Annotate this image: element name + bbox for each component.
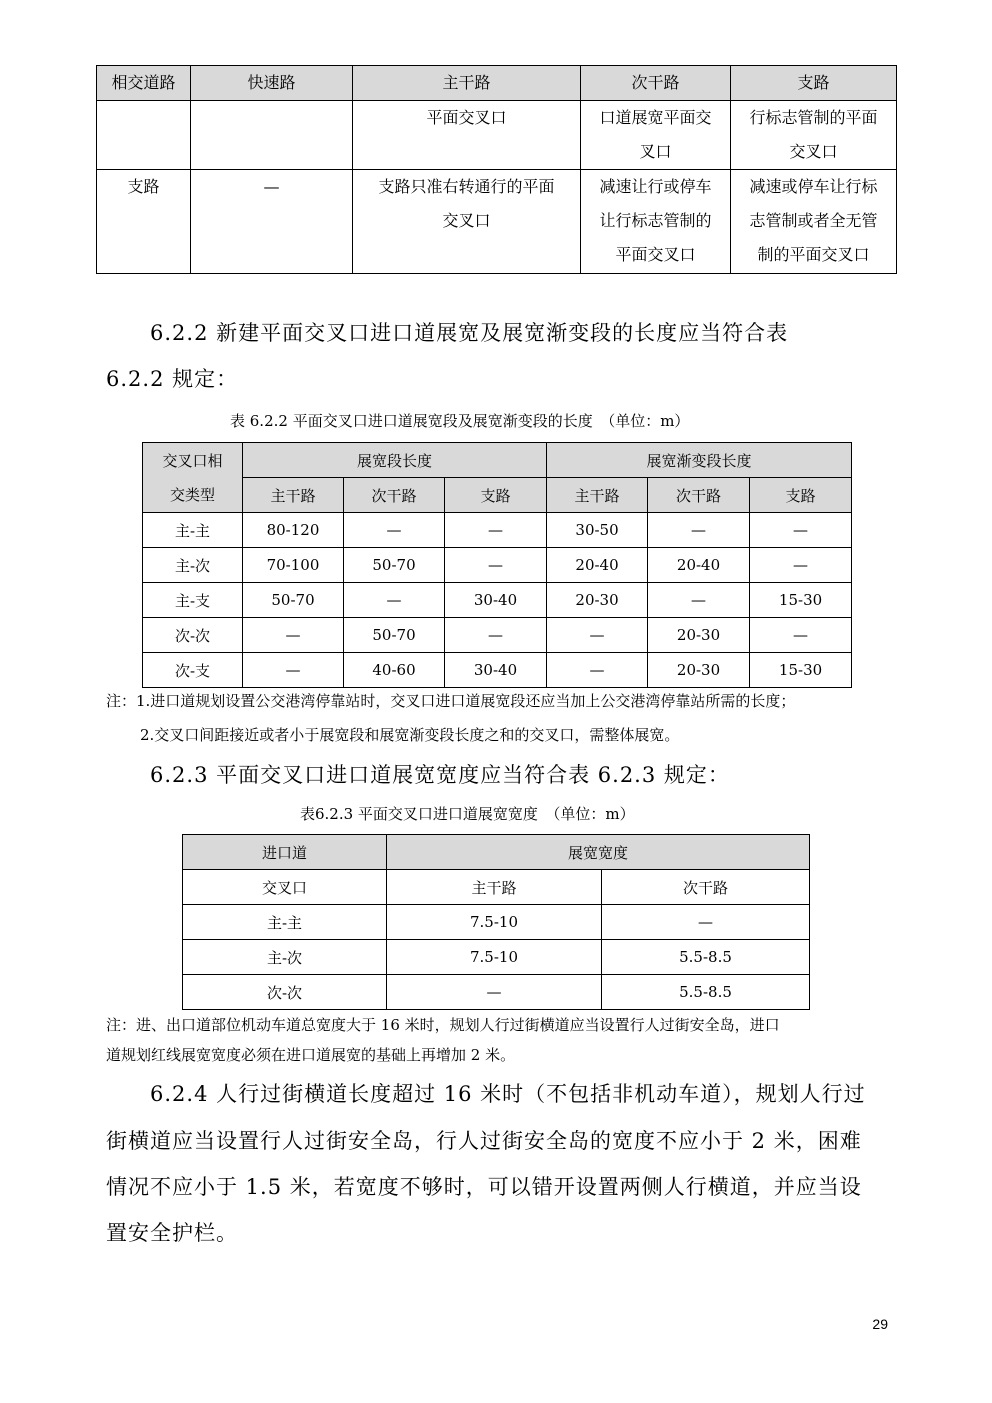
table-cell: — [602, 905, 810, 940]
table-cell [731, 101, 897, 170]
table-cell: 支路 [97, 170, 191, 274]
header-cell: 交叉口相 [143, 443, 243, 478]
cell-line: 平面交叉口 [426, 108, 507, 127]
widening-width-table [182, 834, 810, 1010]
table-cell: — [648, 513, 750, 548]
table-cell: 7.5-10 [387, 905, 602, 940]
table-cell: 主干路 [387, 870, 602, 905]
table-cell: — [648, 583, 750, 618]
table-cell: 20-30 [648, 653, 750, 688]
table-cell [191, 170, 353, 274]
header-cell: 次干路 [344, 478, 445, 513]
header-cell: 支路 [731, 66, 897, 101]
table-cell: 30-40 [445, 583, 547, 618]
section-paragraph-line: 街横道应当设置行人过街安全岛，行人过街安全岛的宽度不应小于 2 米，困难 [106, 1129, 862, 1153]
table-cell: 20-40 [648, 548, 750, 583]
table-cell: 次-支 [143, 653, 243, 688]
header-cell: 支路 [750, 478, 852, 513]
cell-line: 叉口 [639, 142, 672, 161]
table-cell: 5.5-8.5 [602, 940, 810, 975]
table-cell: 20-30 [648, 618, 750, 653]
table-cell: 20-40 [547, 548, 648, 583]
table-note: 2.交叉口间距接近或者小于展宽段和展宽渐变段长度之和的交叉口，需整体展宽。 [140, 726, 680, 744]
section-paragraph-line: 置安全护栏。 [106, 1221, 238, 1245]
table-row [143, 548, 852, 583]
page-number: 29 [872, 1316, 888, 1332]
widening-length-table [142, 442, 852, 688]
table-caption: 表6.2.3 平面交叉口进口道展宽宽度 （单位：m） [300, 805, 635, 823]
table-cell: — [387, 975, 602, 1010]
header-cell: 相交道路 [97, 66, 191, 101]
header-cell: 主干路 [243, 478, 344, 513]
cell-line: 行标志管制的平面 [749, 108, 878, 127]
table-row [183, 940, 810, 975]
table-cell: — [445, 548, 547, 583]
table-cell: 80-120 [243, 513, 344, 548]
table-cell: 主-次 [143, 548, 243, 583]
table-cell: 主-次 [183, 940, 387, 975]
table-row [183, 905, 810, 940]
cell-line: 交叉口 [789, 142, 838, 161]
header-cell: 主干路 [547, 478, 648, 513]
table-cell: — [243, 618, 344, 653]
table-row [97, 101, 897, 170]
table-cell: 次干路 [602, 870, 810, 905]
table-cell: 15-30 [750, 583, 852, 618]
table-note: 注：1.进口道规划设置公交港湾停靠站时，交叉口进口道展宽段还应当加上公交港湾停靠站所需的长度； [106, 692, 796, 710]
table-cell: — [243, 653, 344, 688]
header-cell: 支路 [445, 478, 547, 513]
table-cell: 7.5-10 [387, 940, 602, 975]
table-cell: — [750, 513, 852, 548]
table-cell: 50-70 [344, 618, 445, 653]
table-caption: 表 6.2.2 平面交叉口进口道展宽段及展宽渐变段的长度 （单位：m） [230, 412, 690, 430]
table-cell: — [344, 583, 445, 618]
table-cell: 15-30 [750, 653, 852, 688]
table-row [143, 513, 852, 548]
table-cell: 50-70 [243, 583, 344, 618]
section-paragraph-line: 6.2.2 规定： [106, 367, 239, 391]
cell-line: 交叉口 [442, 211, 491, 230]
table-cell: 5.5-8.5 [602, 975, 810, 1010]
table-row [97, 170, 897, 274]
table-header-row [97, 66, 897, 101]
table-cell: — [445, 618, 547, 653]
section-paragraph-line: 6.2.2 新建平面交叉口进口道展宽及展宽渐变段的长度应当符合表 [150, 321, 789, 345]
table-cell: — [750, 618, 852, 653]
cell-line: 平面交叉口 [615, 245, 696, 264]
table-header-row [183, 835, 810, 870]
table-row [143, 618, 852, 653]
table-row [183, 975, 810, 1010]
section-paragraph-line: 6.2.3 平面交叉口进口道展宽宽度应当符合表 6.2.3 规定： [150, 763, 730, 787]
table-cell: 30-50 [547, 513, 648, 548]
table-cell: — [547, 653, 648, 688]
table-cell: 主-支 [143, 583, 243, 618]
table-cell [581, 101, 731, 170]
table-cell [353, 101, 581, 170]
table-row [143, 653, 852, 688]
header-cell: 进口道 [183, 835, 387, 870]
section-paragraph-line: 情况不应小于 1.5 米，若宽度不够时，可以错开设置两侧人行横道，并应当设 [106, 1175, 862, 1199]
cell-line: 志管制或者全无管 [749, 211, 878, 230]
cell-line: 支路只准右转通行的平面 [378, 177, 555, 196]
header-cell: 主干路 [353, 66, 581, 101]
section-paragraph-line: 6.2.4 人行过街横道长度超过 16 米时（不包括非机动车道），规划人行过 [150, 1082, 866, 1106]
table-cell: 50-70 [344, 548, 445, 583]
header-cell: 次干路 [581, 66, 731, 101]
header-cell: 展宽宽度 [387, 835, 810, 870]
table-cell [353, 170, 581, 274]
table-cell: 交叉口 [183, 870, 387, 905]
cell-line: 制的平面交叉口 [757, 245, 870, 264]
table-cell: 70-100 [243, 548, 344, 583]
cell-line: 减速让行或停车 [599, 177, 712, 196]
cell-line: 让行标志管制的 [599, 211, 712, 230]
table-note: 道规划红线展宽宽度必须在进口道展宽的基础上再增加 2 米。 [106, 1046, 516, 1064]
table-cell: 20-30 [547, 583, 648, 618]
table-cell [97, 101, 191, 170]
header-cell: 快速路 [191, 66, 353, 101]
cell-line: — [263, 177, 280, 196]
table-cell: — [445, 513, 547, 548]
table-cell: — [750, 548, 852, 583]
table-row [143, 583, 852, 618]
table-row [183, 870, 810, 905]
table-cell: 次-次 [183, 975, 387, 1010]
table-cell [731, 170, 897, 274]
table-cell: 40-60 [344, 653, 445, 688]
table-cell: 次-次 [143, 618, 243, 653]
table-cell: — [344, 513, 445, 548]
table-cell: — [547, 618, 648, 653]
header-cell: 交类型 [143, 478, 243, 513]
table-note: 注：进、出口道部位机动车道总宽度大于 16 米时，规划人行过街横道应当设置行人过街安全岛，进口 [106, 1016, 780, 1034]
cell-line: 口道展宽平面交 [599, 108, 712, 127]
table-cell [581, 170, 731, 274]
cell-line: 减速或停车让行标 [749, 177, 878, 196]
intersection-type-table-continued [96, 65, 897, 274]
table-cell: 30-40 [445, 653, 547, 688]
header-cell: 展宽渐变段长度 [547, 443, 852, 478]
table-header-row [143, 443, 852, 478]
table-cell [191, 101, 353, 170]
header-cell: 次干路 [648, 478, 750, 513]
table-cell: 主-主 [143, 513, 243, 548]
table-cell: 主-主 [183, 905, 387, 940]
header-cell: 展宽段长度 [243, 443, 547, 478]
table-header-row [143, 478, 852, 513]
